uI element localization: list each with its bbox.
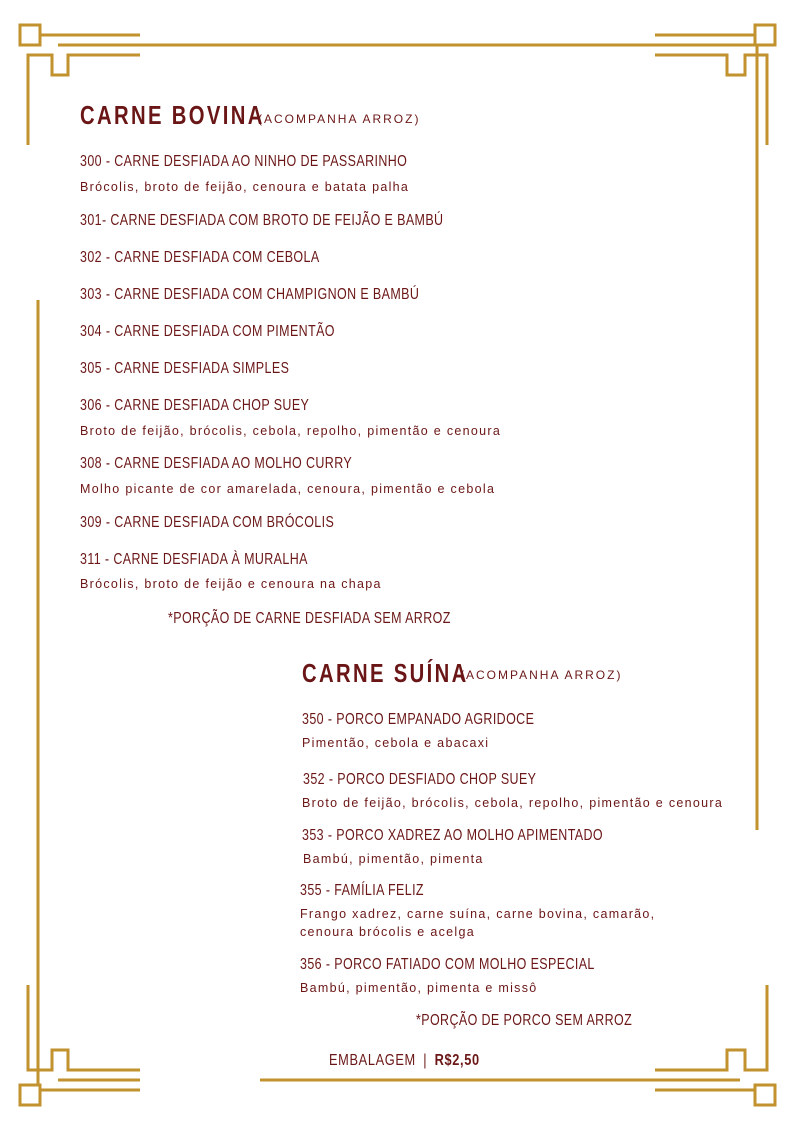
section-title-suina: CARNE SUÍNA [302,658,469,688]
section-note-suina: (ACOMPANHA ARROZ) [460,668,623,682]
section-note-bovina: (ACOMPANHA ARROZ) [258,112,421,126]
menu-item-name: 300 - CARNE DESFIADA AO NINHO DE PASSARINHO [80,153,408,170]
footnote-suina: *PORÇÃO DE PORCO SEM ARROZ [416,1012,633,1029]
menu-item-name: 304 - CARNE DESFIADA COM PIMENTÃO [80,323,335,340]
menu-item-desc: Pimentão, cebola e abacaxi [302,736,490,750]
section-title-bovina: CARNE BOVINA [80,100,265,130]
packaging-separator: | [423,1052,428,1069]
menu-item-desc: cenoura brócolis e acelga [300,925,475,939]
menu-item-name: 311 - CARNE DESFIADA À MURALHA [80,551,308,568]
menu-item-desc: Frango xadrez, carne suína, carne bovina, camarão, [300,907,656,921]
menu-item-name: 356 - PORCO FATIADO COM MOLHO ESPECIAL [300,956,595,973]
menu-item-desc: Brócolis, broto de feijão e cenoura na chapa [80,577,382,591]
menu-item-name: 308 - CARNE DESFIADA AO MOLHO CURRY [80,455,353,472]
menu-item-desc: Broto de feijão, brócolis, cebola, repolho, pimentão e cenoura [302,796,724,810]
menu-item-name: 305 - CARNE DESFIADA SIMPLES [80,360,290,377]
menu-item-name: 303 - CARNE DESFIADA COM CHAMPIGNON E BAMBÚ [80,286,420,303]
menu-item-name: 350 - PORCO EMPANADO AGRIDOCE [302,711,535,728]
menu-item-name: 301- CARNE DESFIADA COM BROTO DE FEIJÃO E BAMBÚ [80,212,444,229]
menu-item-name: 302 - CARNE DESFIADA COM CEBOLA [80,249,320,266]
packaging-price: R$2,50 [434,1052,480,1069]
packaging-label: EMBALAGEM [329,1052,416,1069]
packaging-line [329,1052,480,1070]
menu-item-name: 355 - FAMÍLIA FELIZ [300,882,424,899]
menu-item-name: 306 - CARNE DESFIADA CHOP SUEY [80,397,310,414]
menu-item-desc: Brócolis, broto de feijão, cenoura e batata palha [80,180,410,194]
menu-item-name: 352 - PORCO DESFIADO CHOP SUEY [303,771,537,788]
menu-item-desc: Bambú, pimentão, pimenta [303,852,484,866]
menu-item-desc: Bambú, pimentão, pimenta e missô [300,981,538,995]
menu-item-desc: Broto de feijão, brócolis, cebola, repolho, pimentão e cenoura [80,424,502,438]
footnote-bovina: *PORÇÃO DE CARNE DESFIADA SEM ARROZ [168,610,451,627]
menu-item-name: 309 - CARNE DESFIADA COM BRÓCOLIS [80,514,335,531]
menu-item-desc: Molho picante de cor amarelada, cenoura, pimentão e cebola [80,482,496,496]
menu-item-name: 353 - PORCO XADREZ AO MOLHO APIMENTADO [302,827,603,844]
